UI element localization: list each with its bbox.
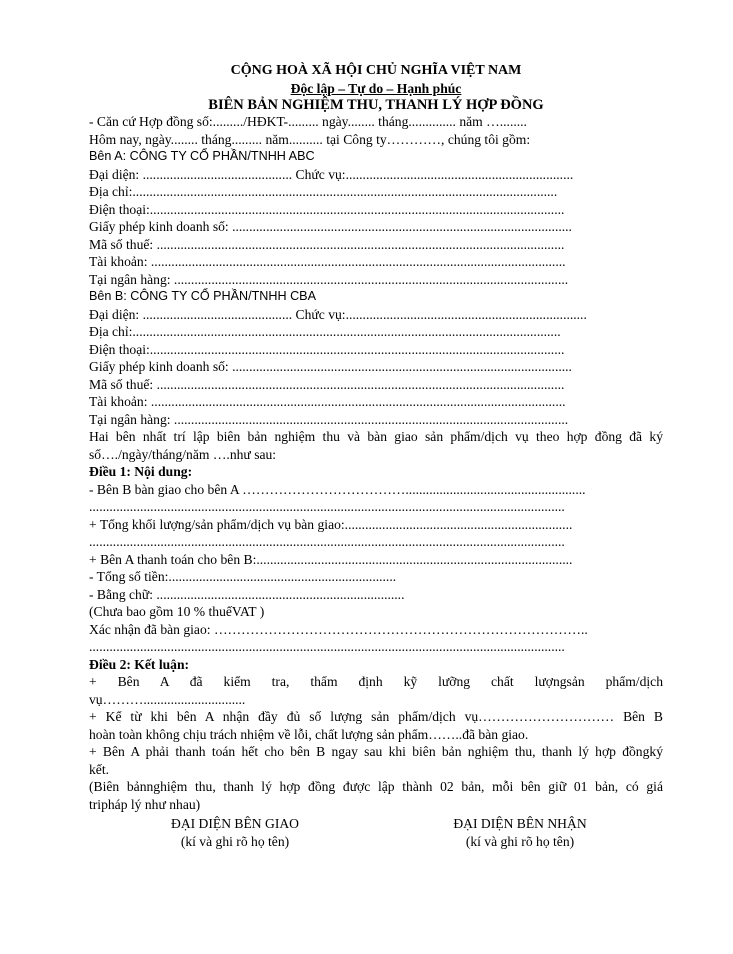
giver-note: (kí và ghi rõ họ tên) xyxy=(180,834,290,849)
copies-note-line-2: tripháp lý như nhau) xyxy=(89,796,201,812)
conclusion-item-2-line-2: hoàn toàn không chịu trách nhiệm về lỗi, chất lượng sản phẩm……..đã bàn giao. xyxy=(89,726,529,742)
contract-basis-line: - Căn cứ Hợp đồng số:........./HĐKT-......... ngày........ tháng.............. năm …........ xyxy=(89,114,527,129)
meeting-date-line: Hôm nay, ngày........ tháng......... năm.......... tại Công ty…………, chúng tôi gồm: xyxy=(89,131,531,147)
party-b-phone: Điện thoại:.......................................................................................................................... xyxy=(89,341,565,357)
copies-note-line-1: (Biên bảnnghiệm thu, thanh lý hợp đồng được lập thành 02 bản, mỗi bên giữ 01 bản, có giá xyxy=(89,779,663,794)
agreement-line-2: số…./ngày/tháng/năm ….như sau: xyxy=(89,446,277,462)
amount-in-words-line: - Bằng chữ: ......................................................................... xyxy=(89,586,405,602)
vat-note: (Chưa bao gồm 10 % thuếVAT ) xyxy=(89,604,265,619)
handover-confirmation-line: Xác nhận đã bàn giao: ……………………………………………………………………….. xyxy=(89,621,588,637)
article-2-heading: Điều 2: Kết luận: xyxy=(89,656,190,672)
conclusion-item-3-line-2: kết. xyxy=(89,761,110,777)
party-b-bank: Tại ngân hàng: .................................................................................................................... xyxy=(89,411,569,427)
party-a-phone: Điện thoại:.......................................................................................................................... xyxy=(89,201,565,217)
conclusion-item-1-line-1: + Bên A đã kiểm tra, thẩm định kỹ lưỡng chất lượngsản phẩm/dịch xyxy=(89,674,663,689)
giver-signature-block xyxy=(125,815,345,851)
party-b-address: Địa chỉ:.............................................................................................................................. xyxy=(89,324,561,339)
party-b-tax-code: Mã số thuế: ........................................................................................................................ xyxy=(89,376,565,392)
article-1-heading: Điều 1: Nội dung: xyxy=(89,464,193,479)
party-a-license: Giấy phép kinh doanh số: .................................................................................................... xyxy=(89,219,572,234)
party-b-representative: Đại diện: ............................................ Chức vụ:....................................................................... xyxy=(89,306,587,322)
receiver-title: ĐẠI DIỆN BÊN NHẬN xyxy=(453,816,587,831)
confirmation-dots: ............................................................................................................................................ xyxy=(89,639,565,654)
total-quantity-line: + Tổng khối lượng/sản phẩm/dịch vụ bàn giao:................................................................... xyxy=(89,516,573,532)
handover-line: - Bên B bàn giao cho bên A ………………………………..................................................... xyxy=(89,481,586,497)
party-a-representative: Đại diện: ............................................ Chức vụ:................................................................... xyxy=(89,166,574,182)
party-b-name: Bên B: CÔNG TY CỔ PHẦN/TNHH CBA xyxy=(89,289,316,303)
agreement-line-1: Hai bên nhất trí lập biên bản nghiệm thu và bàn giao sản phẩm/dịch vụ theo hợp đồng đã ký xyxy=(89,429,663,444)
party-a-account: Tài khoản: .......................................................................................................................... xyxy=(89,254,566,269)
conclusion-item-1-line-2: vụ……….............................. xyxy=(89,691,246,707)
conclusion-item-2-line-1: + Kể từ khi bên A nhận đầy đủ số lượng sản phẩm/dịch vụ………………………… Bên B xyxy=(89,709,663,724)
national-title: CỘNG HOÀ XÃ HỘI CHỦ NGHĨA VIỆT NAM xyxy=(230,63,522,78)
receiver-signature-block xyxy=(410,815,630,851)
party-a-name: Bên A: CÔNG TY CỔ PHẦN/TNHH ABC xyxy=(89,149,315,163)
party-a-tax-code: Mã số thuế: ........................................................................................................................ xyxy=(89,236,565,252)
conclusion-item-3-line-1: + Bên A phải thanh toán hết cho bên B ngay sau khi biên bản nghiệm thu, thanh lý hợp đồngký xyxy=(89,744,663,759)
handover-dots: ............................................................................................................................................ xyxy=(89,499,565,514)
document-title: BIÊN BẢN NGHIỆM THU, THANH LÝ HỢP ĐỒNG xyxy=(208,97,544,113)
signature-section xyxy=(89,815,663,855)
party-b-account: Tài khoản: .......................................................................................................................... xyxy=(89,394,566,409)
quantity-dots: ............................................................................................................................................ xyxy=(89,534,565,549)
party-a-address: Địa chỉ:............................................................................................................................. xyxy=(89,184,558,199)
payment-line: + Bên A thanh toán cho bên B:............................................................................................. xyxy=(89,551,573,567)
party-b-license: Giấy phép kinh doanh số: .................................................................................................... xyxy=(89,359,572,374)
receiver-note: (kí và ghi rõ họ tên) xyxy=(465,834,575,849)
giver-title: ĐẠI DIỆN BÊN GIAO xyxy=(171,816,299,831)
party-a-bank: Tại ngân hàng: .................................................................................................................... xyxy=(89,271,569,287)
contract-document xyxy=(89,62,663,855)
national-motto: Độc lập – Tự do – Hạnh phúc xyxy=(290,81,462,96)
total-amount-line: - Tổng số tiền:................................................................... xyxy=(89,569,397,584)
